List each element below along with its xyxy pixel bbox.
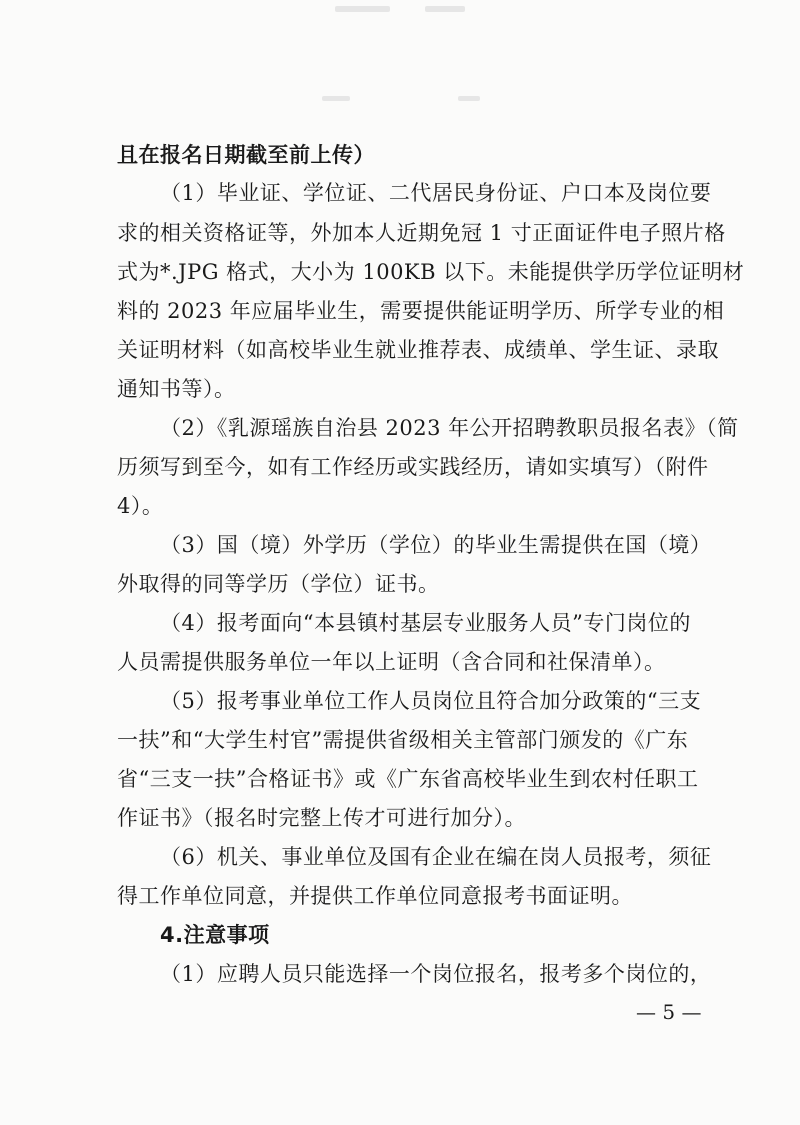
text-line: 4）。 bbox=[117, 494, 164, 518]
text-line: 省“三支一扶”合格证书》或《广东省高校毕业生到农村任职工 bbox=[117, 767, 699, 791]
text-line: 人员需提供服务单位一年以上证明（含合同和社保清单）。 bbox=[117, 650, 666, 674]
page-number: — 5 — bbox=[636, 1000, 702, 1024]
text-line: （2）《乳源瑶族自治县 2023 年公开招聘教职员报名表》（简 bbox=[160, 416, 739, 440]
text-line: 历须写到至今，如有工作经历或实践经历，请如实填写）（附件 bbox=[117, 455, 709, 479]
section-heading: 4.注意事项 bbox=[160, 923, 270, 947]
text-line: 式为*.JPG 格式，大小为 100KB 以下。未能提供学历学位证明材 bbox=[117, 260, 745, 284]
text-line: （1）毕业证、学位证、二代居民身份证、户口本及岗位要 bbox=[160, 181, 712, 205]
scan-artifact bbox=[335, 6, 390, 12]
text-line: 得工作单位同意，并提供工作单位同意报考书面证明。 bbox=[117, 884, 633, 908]
text-line: 外取得的同等学历（学位）证书。 bbox=[117, 572, 440, 596]
scan-artifact bbox=[458, 96, 480, 101]
text-line: 一扶”和“大学生村官”需提供省级相关主管部门颁发的《广东 bbox=[117, 728, 689, 752]
text-line: （6）机关、事业单位及国有企业在编在岗人员报考，须征 bbox=[160, 845, 712, 869]
scan-artifact bbox=[322, 96, 350, 101]
text-line: （4）报考面向“本县镇村基层专业服务人员”专门岗位的 bbox=[160, 611, 691, 635]
text-line: （5）报考事业单位工作人员岗位且符合加分政策的“三支 bbox=[160, 689, 702, 713]
text-line: 料的 2023 年应届毕业生，需要提供能证明学历、所学专业的相 bbox=[117, 299, 725, 323]
text-line: 通知书等）。 bbox=[117, 377, 236, 401]
text-line: 作证书》（报名时完整上传才可进行加分）。 bbox=[117, 806, 526, 830]
text-line: 关证明材料（如高校毕业生就业推荐表、成绩单、学生证、录取 bbox=[117, 338, 719, 362]
text-line: （1）应聘人员只能选择一个岗位报名，报考多个岗位的， bbox=[160, 962, 712, 986]
text-line: 且在报名日期截至前上传） bbox=[117, 143, 375, 167]
text-line: 求的相关资格证等，外加本人近期免冠 1 寸正面证件电子照片格 bbox=[117, 221, 726, 245]
scan-artifact bbox=[425, 6, 465, 12]
text-line: （3）国（境）外学历（学位）的毕业生需提供在国（境） bbox=[160, 533, 712, 557]
